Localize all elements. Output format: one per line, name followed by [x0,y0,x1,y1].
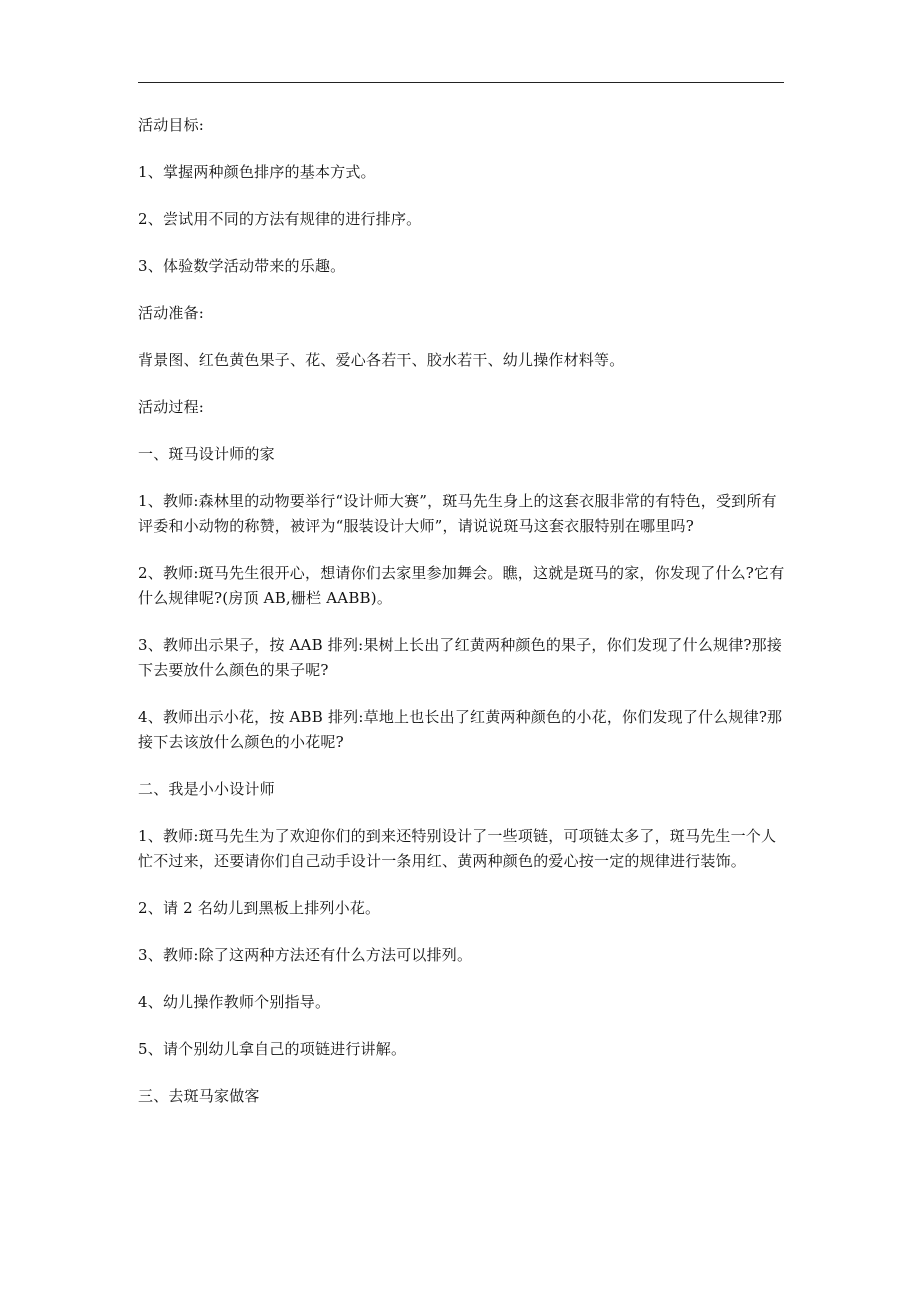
goal-item-2: 2、尝试用不同的方法有规律的进行排序。 [138,210,422,228]
part1-step-1: 1、教师:森林里的动物要举行“设计师大赛”，斑马先生身上的这套衣服非常的有特色，受到所有评委和小动物的称赞，被评为“服装设计大师”，请说说斑马这套衣服特别在哪里吗? [138,492,777,535]
goal-item-3: 3、体验数学活动带来的乐趣。 [138,257,346,275]
section-heading-goals: 活动目标: [138,116,205,134]
part-heading-1: 一、斑马设计师的家 [138,445,275,463]
section-heading-preparation: 活动准备: [138,304,205,322]
part-heading-2: 二、我是小小设计师 [138,780,275,798]
part1-step-4: 4、教师出示小花，按 ABB 排列:草地上也长出了红黄两种颜色的小花，你们发现了什么规律?那接下去该放什么颜色的小花呢? [138,708,783,751]
part-heading-3: 三、去斑马家做客 [138,1087,260,1105]
part2-step-5: 5、请个别幼儿拿自己的项链进行讲解。 [138,1040,407,1058]
part2-step-1: 1、教师:斑马先生为了欢迎你们的到来还特别设计了一些项链，可项链太多了，斑马先生一个人忙不过来，还要请你们自己动手设计一条用红、黄两种颜色的爱心按一定的规律进行装饰。 [138,827,777,870]
section-heading-process: 活动过程: [138,398,205,416]
preparation-text: 背景图、红色黄色果子、花、爱心各若干、胶水若干、幼儿操作材料等。 [138,351,625,369]
part1-step-3: 3、教师出示果子，按 AAB 排列:果树上长出了红黄两种颜色的果子，你们发现了什么规律?那接下去要放什么颜色的果子呢? [138,636,783,679]
goal-item-1: 1、掌握两种颜色排序的基本方式。 [138,163,376,181]
part2-step-2: 2、请 2 名幼儿到黑板上排列小花。 [138,899,381,917]
part1-step-2: 2、教师:斑马先生很开心，想请你们去家里参加舞会。瞧，这就是斑马的家，你发现了什么?它有什么规律呢?(房顶 AB,栅栏 AABB)。 [138,564,785,607]
part2-step-4: 4、幼儿操作教师个别指导。 [138,993,331,1011]
document-body [138,113,788,1131]
header-rule [138,82,784,83]
part2-step-3: 3、教师:除了这两种方法还有什么方法可以排列。 [138,946,473,964]
